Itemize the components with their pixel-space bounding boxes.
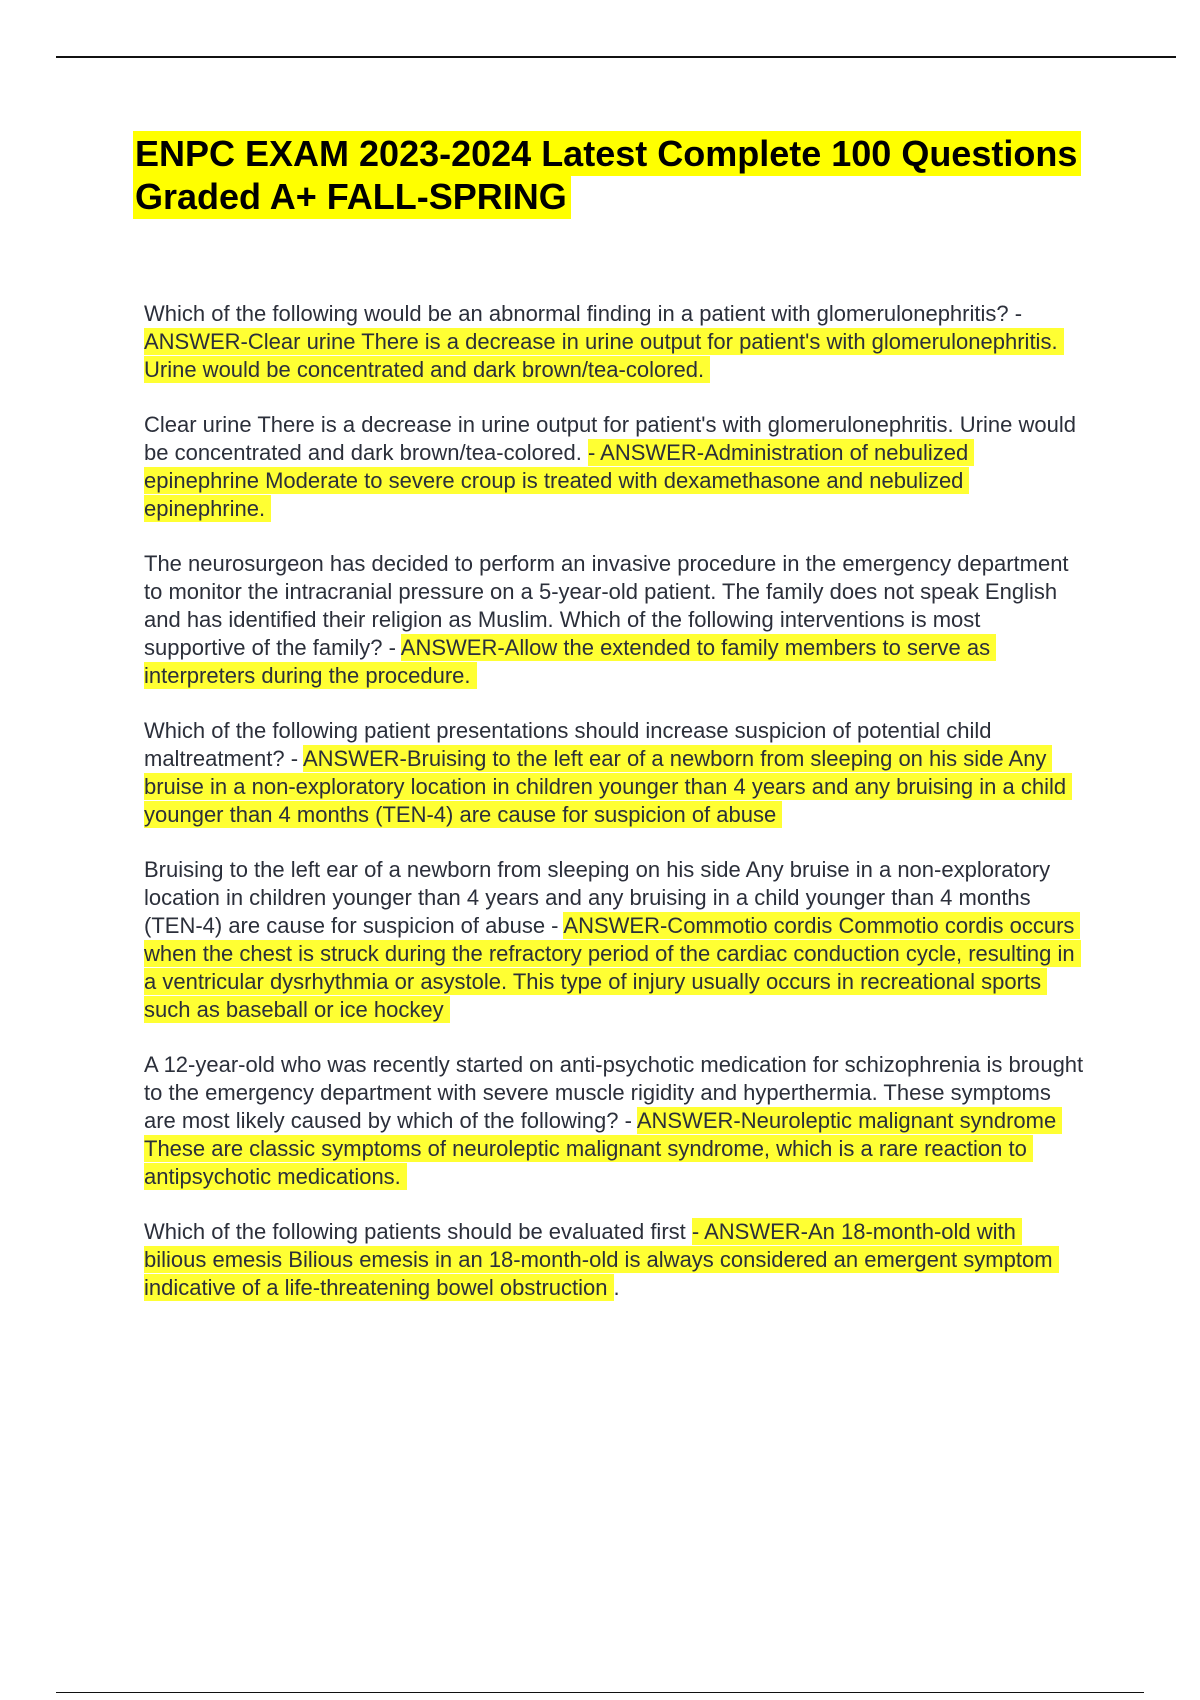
question-text: Which of the following patients should be evaluated first <box>144 1219 692 1244</box>
question-text: The neurosurgeon has decided to perform an invasive procedure in the emergency department to monitor the intracranial pressure on a 5-year-old patient. The family does not speak English and has identified their religion as Muslim. Which of the following interventions is most supportive of the family? - <box>144 551 1069 660</box>
answer-highlight: ANSWER-Bruising to the left ear of a newborn from sleeping on his side Any bruise in a non-exploratory location in children younger than 4 years and any bruising in a child younger than 4 months (TEN-4) are cause for suspicion of abuse <box>144 745 1072 828</box>
answer-highlight: ANSWER-Commotio cordis Commotio cordis occurs when the chest is struck during the refractory period of the cardiac conduction cycle, resulting in a ventricular dysrhythmia or asystole. This type of injury usually occurs in recreational sports such as baseball or ice hockey <box>144 912 1081 1023</box>
page-title-text: ENPC EXAM 2023-2024 Latest Complete 100 Questions Graded A+ FALL-SPRING <box>133 131 1081 219</box>
qa-item <box>144 856 1084 1024</box>
question-text: Which of the following patient presentations should increase suspicion of potential child maltreatment? - <box>144 718 992 771</box>
qa-item <box>144 717 1084 829</box>
answer-highlight: ANSWER-Clear urine There is a decrease in urine output for patient's with glomerulonephritis. Urine would be concentrated and dark brown/tea-colored. <box>144 328 1064 383</box>
qa-item <box>144 1218 1084 1302</box>
question-text: Clear urine There is a decrease in urine output for patient's with glomerulonephritis. Urine would be concentrated and dark brown/tea-colored. <box>144 412 1076 465</box>
qa-item <box>144 550 1084 690</box>
page-title <box>133 132 1093 218</box>
bottom-rule <box>56 1692 1144 1693</box>
answer-highlight: ANSWER-Allow the extended to family members to serve as interpreters during the procedure. <box>144 634 996 689</box>
answer-highlight: - ANSWER-An 18-month-old with bilious emesis Bilious emesis in an 18-month-old is always considered an emergent symptom indicative of a life-threatening bowel obstruction <box>144 1218 1059 1301</box>
qa-list <box>144 300 1084 1329</box>
qa-item <box>144 411 1084 523</box>
qa-item <box>144 1051 1084 1191</box>
top-rule <box>56 56 1176 58</box>
answer-highlight: - ANSWER-Administration of nebulized epinephrine Moderate to severe croup is treated with dexamethasone and nebulized epinephrine. <box>144 439 974 522</box>
question-text: Bruising to the left ear of a newborn from sleeping on his side Any bruise in a non-exploratory location in children younger than 4 years and any bruising in a child younger than 4 months (TEN-4) are cause for suspicion of abuse - <box>144 857 1051 938</box>
answer-highlight: ANSWER-Neuroleptic malignant syndrome These are classic symptoms of neuroleptic malignant syndrome, which is a rare reaction to antipsychotic medications. <box>144 1107 1062 1190</box>
question-text: Which of the following would be an abnormal finding in a patient with glomerulonephritis? - <box>144 301 1023 326</box>
question-text: A 12-year-old who was recently started on anti-psychotic medication for schizophrenia is brought to the emergency department with severe muscle rigidity and hyperthermia. These symptoms are most likely caused by which of the following? - <box>144 1052 1084 1133</box>
trailing-text: . <box>613 1275 620 1300</box>
qa-item <box>144 300 1084 384</box>
